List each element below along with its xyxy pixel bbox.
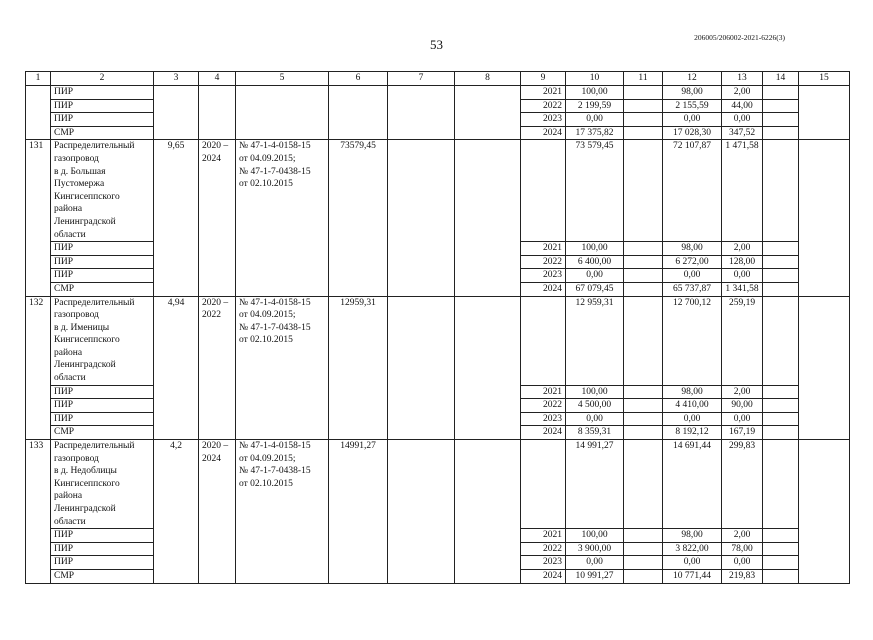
period-cell: 2020 – 2024	[199, 440, 236, 584]
stage-label: ПИР	[51, 385, 154, 399]
amount-local-cell: 128,00	[722, 255, 763, 269]
empty-cell	[763, 412, 799, 426]
empty-cell	[388, 113, 455, 127]
year-cell: 2023	[521, 113, 566, 127]
amount-local-cell: 90,00	[722, 399, 763, 413]
amount-federal-cell: 0,00	[663, 556, 722, 570]
column-number-header: 4	[199, 72, 236, 86]
empty-cell	[154, 126, 199, 140]
empty-cell	[763, 255, 799, 269]
amount-total-cell: 6 400,00	[566, 255, 624, 269]
empty-cell	[199, 113, 236, 127]
empty-cell	[799, 296, 850, 440]
empty-cell	[624, 556, 663, 570]
year-cell	[521, 140, 566, 242]
stage-label: ПИР	[51, 529, 154, 543]
empty-cell	[763, 440, 799, 529]
year-cell: 2022	[521, 99, 566, 113]
length-cell: 9,65	[154, 140, 199, 296]
year-cell: 2022	[521, 542, 566, 556]
empty-cell	[624, 126, 663, 140]
stage-label: СМР	[51, 426, 154, 440]
investment-table	[25, 71, 850, 584]
empty-cell	[763, 113, 799, 127]
year-cell	[521, 296, 566, 385]
amount-total-cell: 12 959,31	[566, 296, 624, 385]
stage-label: ПИР	[51, 242, 154, 256]
amount-total-cell: 100,00	[566, 242, 624, 256]
empty-cell	[236, 113, 329, 127]
amount-federal-cell: 65 737,87	[663, 282, 722, 296]
column-number-header: 11	[624, 72, 663, 86]
amount-total-cell: 3 900,00	[566, 542, 624, 556]
empty-cell	[799, 113, 850, 127]
empty-cell	[763, 242, 799, 256]
entry-id: 133	[26, 440, 51, 584]
year-cell: 2024	[521, 569, 566, 583]
empty-cell	[388, 126, 455, 140]
empty-cell	[154, 99, 199, 113]
amount-federal-cell: 98,00	[663, 86, 722, 100]
length-cell: 4,94	[154, 296, 199, 440]
empty-cell	[763, 385, 799, 399]
amount-total-cell: 100,00	[566, 86, 624, 100]
empty-cell	[799, 140, 850, 296]
column-number-header: 1	[26, 72, 51, 86]
amount-local-cell: 167,19	[722, 426, 763, 440]
empty-cell	[455, 113, 521, 127]
period-cell: 2020 – 2022	[199, 296, 236, 440]
empty-cell	[763, 99, 799, 113]
amount-federal-cell: 14 691,44	[663, 440, 722, 529]
table-row	[26, 86, 850, 100]
amount-local-cell: 78,00	[722, 542, 763, 556]
stage-label: СМР	[51, 569, 154, 583]
amount-federal-cell: 0,00	[663, 412, 722, 426]
column-number-header: 6	[329, 72, 388, 86]
amount-federal-cell: 12 700,12	[663, 296, 722, 385]
empty-cell	[624, 542, 663, 556]
amount-total-cell: 100,00	[566, 385, 624, 399]
empty-cell	[329, 126, 388, 140]
empty-cell	[455, 440, 521, 584]
permit-docs-cell: № 47-1-4-0158-15 от 04.09.2015; № 47-1-7-0438-15 от 02.10.2015	[236, 140, 329, 296]
stage-label: ПИР	[51, 269, 154, 283]
amount-total-cell: 14 991,27	[566, 440, 624, 529]
amount-total-cell: 73 579,45	[566, 140, 624, 242]
empty-cell	[624, 412, 663, 426]
column-number-header: 2	[51, 72, 154, 86]
stage-label: ПИР	[51, 412, 154, 426]
amount-federal-cell: 8 192,12	[663, 426, 722, 440]
year-cell: 2024	[521, 126, 566, 140]
entry-row	[26, 140, 850, 242]
amount-total-cell: 0,00	[566, 412, 624, 426]
empty-cell	[455, 140, 521, 296]
empty-cell	[624, 86, 663, 100]
amount-total-cell: 0,00	[566, 113, 624, 127]
empty-cell	[763, 282, 799, 296]
stage-label: ПИР	[51, 113, 154, 127]
year-cell: 2024	[521, 426, 566, 440]
empty-cell	[799, 99, 850, 113]
document-code: 206005/206002-2021-6226(3)	[694, 33, 785, 42]
column-number-header: 7	[388, 72, 455, 86]
empty-cell	[624, 399, 663, 413]
empty-cell	[236, 99, 329, 113]
empty-cell	[763, 569, 799, 583]
column-number-header: 9	[521, 72, 566, 86]
empty-cell	[624, 113, 663, 127]
amount-local-cell: 0,00	[722, 556, 763, 570]
column-number-header: 15	[799, 72, 850, 86]
empty-cell	[154, 86, 199, 100]
amount-local-cell: 2,00	[722, 385, 763, 399]
permit-docs-cell: № 47-1-4-0158-15 от 04.09.2015; № 47-1-7-0438-15 от 02.10.2015	[236, 296, 329, 440]
id-cell	[26, 113, 51, 127]
empty-cell	[455, 86, 521, 100]
column-number-header: 12	[663, 72, 722, 86]
length-cell: 4,2	[154, 440, 199, 584]
stage-label: ПИР	[51, 399, 154, 413]
amount-local-cell: 2,00	[722, 242, 763, 256]
stage-label: СМР	[51, 282, 154, 296]
empty-cell	[624, 242, 663, 256]
empty-cell	[455, 126, 521, 140]
amount-federal-cell: 6 272,00	[663, 255, 722, 269]
empty-cell	[199, 99, 236, 113]
stage-label: ПИР	[51, 556, 154, 570]
amount-federal-cell: 98,00	[663, 242, 722, 256]
amount-local-cell: 44,00	[722, 99, 763, 113]
amount-local-cell: 0,00	[722, 269, 763, 283]
permit-docs-cell: № 47-1-4-0158-15 от 04.09.2015; № 47-1-7-0438-15 от 02.10.2015	[236, 440, 329, 584]
empty-cell	[388, 140, 455, 296]
id-cell	[26, 99, 51, 113]
empty-cell	[236, 126, 329, 140]
amount-local-cell: 259,19	[722, 296, 763, 385]
amount-federal-cell: 98,00	[663, 529, 722, 543]
year-cell: 2021	[521, 242, 566, 256]
year-cell: 2021	[521, 529, 566, 543]
empty-cell	[763, 269, 799, 283]
amount-local-cell: 1 471,58	[722, 140, 763, 242]
empty-cell	[624, 569, 663, 583]
empty-cell	[763, 399, 799, 413]
amount-federal-cell: 17 028,30	[663, 126, 722, 140]
year-cell: 2023	[521, 269, 566, 283]
empty-cell	[199, 126, 236, 140]
cost-cell: 12959,31	[329, 296, 388, 440]
column-number-header: 14	[763, 72, 799, 86]
year-cell: 2021	[521, 86, 566, 100]
column-number-header: 10	[566, 72, 624, 86]
empty-cell	[455, 296, 521, 440]
page-number: 53	[430, 37, 443, 52]
object-name: Распределительный газопровод в д. Недоблицы Кингисеппского района Ленинградской области	[51, 440, 154, 529]
empty-cell	[624, 140, 663, 242]
amount-total-cell: 2 199,59	[566, 99, 624, 113]
empty-cell	[329, 113, 388, 127]
amount-local-cell: 347,52	[722, 126, 763, 140]
empty-cell	[799, 86, 850, 100]
empty-cell	[763, 542, 799, 556]
column-number-header: 8	[455, 72, 521, 86]
year-cell: 2023	[521, 412, 566, 426]
year-cell: 2024	[521, 282, 566, 296]
empty-cell	[763, 426, 799, 440]
stage-label: ПИР	[51, 255, 154, 269]
amount-local-cell: 2,00	[722, 86, 763, 100]
empty-cell	[388, 440, 455, 584]
table-row	[26, 113, 850, 127]
period-cell: 2020 – 2024	[199, 140, 236, 296]
stage-label: СМР	[51, 126, 154, 140]
empty-cell	[624, 99, 663, 113]
column-number-row	[26, 72, 850, 86]
empty-cell	[624, 426, 663, 440]
amount-federal-cell: 2 155,59	[663, 99, 722, 113]
empty-cell	[388, 296, 455, 440]
amount-local-cell: 0,00	[722, 412, 763, 426]
stage-label: ПИР	[51, 99, 154, 113]
cost-cell: 14991,27	[329, 440, 388, 584]
amount-federal-cell: 0,00	[663, 269, 722, 283]
amount-total-cell: 10 991,27	[566, 569, 624, 583]
empty-cell	[455, 99, 521, 113]
year-cell: 2022	[521, 399, 566, 413]
table-row	[26, 99, 850, 113]
amount-total-cell: 100,00	[566, 529, 624, 543]
empty-cell	[624, 385, 663, 399]
cost-cell: 73579,45	[329, 140, 388, 296]
object-name: Распределительный газопровод в д. Именицы Кингисеппского района Ленинградской области	[51, 296, 154, 385]
id-cell	[26, 126, 51, 140]
object-name: Распределительный газопровод в д. Большая Пустомержа Кингисеппского района Ленинградской области	[51, 140, 154, 242]
empty-cell	[763, 529, 799, 543]
amount-total-cell: 8 359,31	[566, 426, 624, 440]
empty-cell	[199, 86, 236, 100]
amount-total-cell: 67 079,45	[566, 282, 624, 296]
empty-cell	[154, 113, 199, 127]
entry-row	[26, 440, 850, 529]
empty-cell	[329, 86, 388, 100]
empty-cell	[236, 86, 329, 100]
amount-local-cell: 1 341,58	[722, 282, 763, 296]
empty-cell	[388, 86, 455, 100]
amount-local-cell: 299,83	[722, 440, 763, 529]
empty-cell	[624, 255, 663, 269]
amount-total-cell: 4 500,00	[566, 399, 624, 413]
entry-row	[26, 296, 850, 385]
column-number-header: 5	[236, 72, 329, 86]
column-number-header: 13	[722, 72, 763, 86]
table-row	[26, 126, 850, 140]
year-cell: 2021	[521, 385, 566, 399]
amount-local-cell: 219,83	[722, 569, 763, 583]
amount-federal-cell: 10 771,44	[663, 569, 722, 583]
stage-label: ПИР	[51, 86, 154, 100]
amount-total-cell: 0,00	[566, 556, 624, 570]
empty-cell	[799, 126, 850, 140]
entry-id: 131	[26, 140, 51, 296]
year-cell	[521, 440, 566, 529]
stage-label: ПИР	[51, 542, 154, 556]
entry-id: 132	[26, 296, 51, 440]
amount-federal-cell: 3 822,00	[663, 542, 722, 556]
amount-local-cell: 2,00	[722, 529, 763, 543]
amount-total-cell: 0,00	[566, 269, 624, 283]
empty-cell	[763, 140, 799, 242]
amount-federal-cell: 98,00	[663, 385, 722, 399]
amount-federal-cell: 0,00	[663, 113, 722, 127]
year-cell: 2023	[521, 556, 566, 570]
empty-cell	[624, 282, 663, 296]
empty-cell	[624, 529, 663, 543]
empty-cell	[763, 86, 799, 100]
empty-cell	[763, 296, 799, 385]
amount-total-cell: 17 375,82	[566, 126, 624, 140]
year-cell: 2022	[521, 255, 566, 269]
empty-cell	[624, 269, 663, 283]
amount-local-cell: 0,00	[722, 113, 763, 127]
id-cell	[26, 86, 51, 100]
empty-cell	[799, 440, 850, 584]
empty-cell	[763, 126, 799, 140]
empty-cell	[388, 99, 455, 113]
empty-cell	[763, 556, 799, 570]
amount-federal-cell: 4 410,00	[663, 399, 722, 413]
empty-cell	[624, 296, 663, 385]
empty-cell	[624, 440, 663, 529]
amount-federal-cell: 72 107,87	[663, 140, 722, 242]
column-number-header: 3	[154, 72, 199, 86]
empty-cell	[329, 99, 388, 113]
